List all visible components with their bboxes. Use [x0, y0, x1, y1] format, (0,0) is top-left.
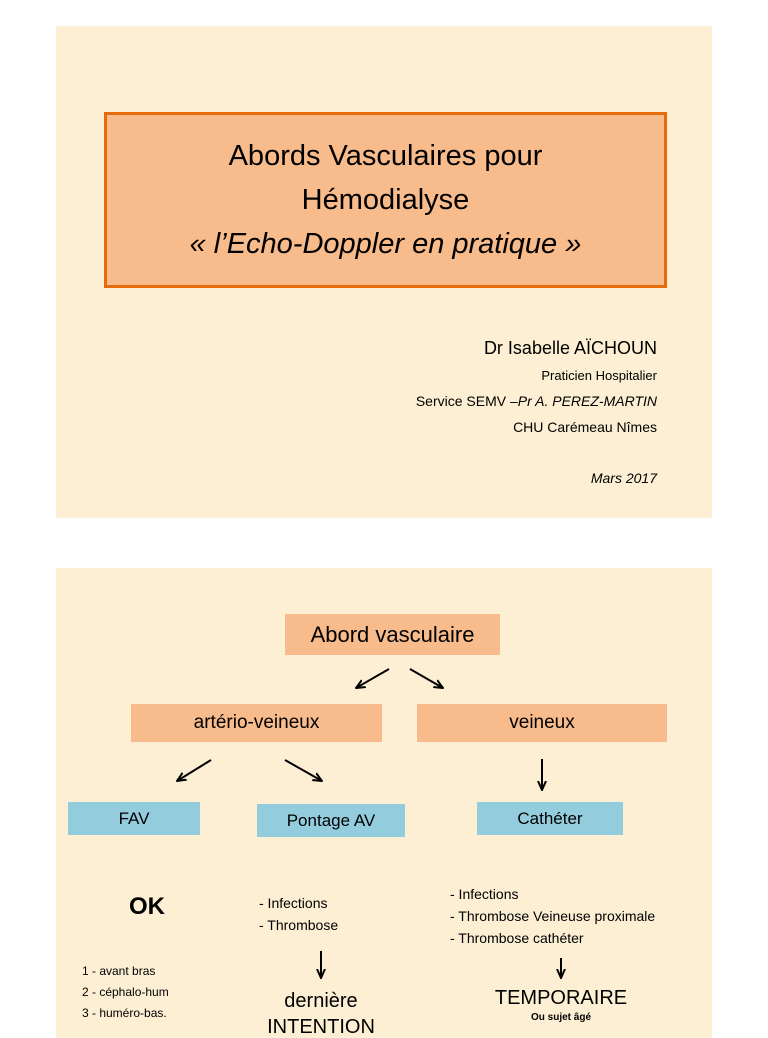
service-head: Pr A. PEREZ-MARTIN [517, 393, 657, 409]
author-role: Praticien Hospitalier [541, 368, 657, 383]
fav-site-item: 1 - avant bras [82, 964, 156, 978]
author-name: Dr Isabelle AÏCHOUN [483, 338, 657, 358]
service-prefix: Service SEMV – [415, 393, 518, 409]
catheter-outcome-label: TEMPORAIRE [494, 987, 628, 1009]
author-block [416, 334, 657, 490]
title-box [104, 112, 667, 288]
pontage-complication-item: - Thrombose [259, 917, 339, 933]
catheter-outcome [471, 985, 651, 1025]
title-line-2: Hémodialyse [301, 184, 470, 216]
fav-site-item: 3 - huméro-bas. [82, 1006, 167, 1020]
arrow-left-to-fav [177, 760, 211, 781]
title-subtitle: « l’Echo-Doppler en pratique » [189, 228, 582, 260]
pontage-complication-item: - Infections [259, 895, 328, 911]
fav-sites-list [82, 961, 169, 1024]
diagram-slide [56, 568, 712, 1038]
pontage-outcome-line-1: dernière [284, 990, 358, 1012]
catheter-complications [450, 883, 655, 949]
root-node-label: Abord vasculaire [310, 621, 475, 647]
arrow-left-to-pontage [285, 760, 322, 781]
presentation-date: Mars 2017 [590, 470, 657, 486]
branch-veineux-label: veineux [509, 712, 575, 733]
catheter-outcome-note: Ou sujet âgé [530, 1012, 591, 1023]
catheter-complication-item: - Infections [450, 886, 519, 902]
author-service [416, 388, 657, 414]
branch-arterio-veineux-label: artério-veineux [193, 712, 320, 733]
title-line-1: Abords Vasculaires pour [228, 140, 543, 172]
fav-status: OK [129, 893, 165, 920]
pontage-outcome-line-2: INTENTION [267, 1016, 375, 1038]
catheter-complication-item: - Thrombose cathéter [450, 930, 584, 946]
node-pontage-label: Pontage AV [286, 810, 376, 830]
title-slide [56, 26, 712, 518]
node-catheter-label: Cathéter [517, 808, 583, 828]
pontage-outcome [242, 988, 400, 1038]
arrow-root-to-left [356, 669, 389, 688]
fav-site-item: 2 - céphalo-hum [82, 985, 169, 999]
catheter-complication-item: - Thrombose Veineuse proximale [450, 908, 656, 924]
author-hospital: CHU Carémeau Nîmes [513, 419, 657, 435]
arrow-root-to-right [410, 669, 443, 688]
node-fav-label: FAV [118, 808, 150, 828]
pontage-complications [259, 892, 338, 936]
